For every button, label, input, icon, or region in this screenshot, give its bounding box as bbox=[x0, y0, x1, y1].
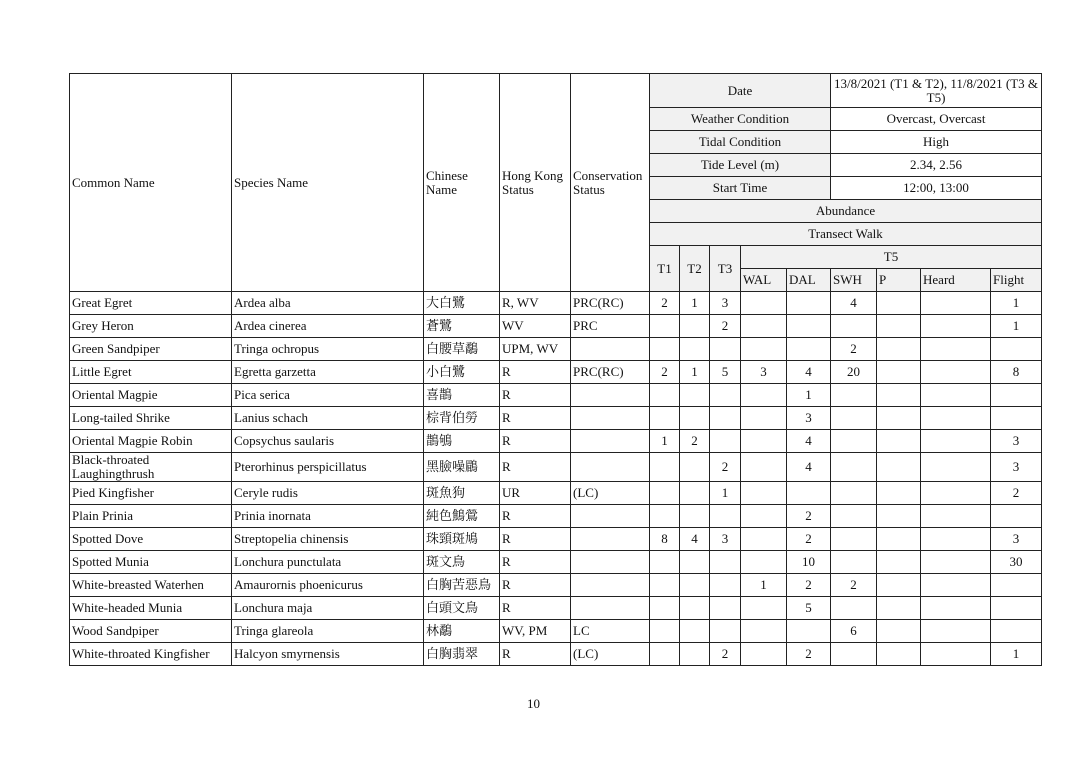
date-label: Date bbox=[650, 74, 831, 108]
conservation-status-cell bbox=[571, 453, 650, 482]
species-name-cell: Egretta garzetta bbox=[232, 361, 424, 384]
count-t3-cell bbox=[710, 338, 741, 361]
tidal-value: High bbox=[831, 131, 1042, 154]
hk-status-cell: R bbox=[500, 384, 571, 407]
count-t3-cell bbox=[710, 407, 741, 430]
count-swh-cell bbox=[831, 453, 877, 482]
count-flight-cell: 3 bbox=[991, 430, 1042, 453]
count-dal-cell: 2 bbox=[787, 574, 831, 597]
count-dal-cell: 2 bbox=[787, 643, 831, 666]
count-heard-cell bbox=[921, 528, 991, 551]
count-wal-cell bbox=[741, 315, 787, 338]
count-t1-cell bbox=[650, 620, 680, 643]
chinese-name-cell: 棕背伯勞 bbox=[424, 407, 500, 430]
common-name-cell: Wood Sandpiper bbox=[70, 620, 232, 643]
table-row bbox=[70, 292, 1042, 315]
weather-label: Weather Condition bbox=[650, 108, 831, 131]
chinese-name-cell: 斑文鳥 bbox=[424, 551, 500, 574]
common-name-cell: Green Sandpiper bbox=[70, 338, 232, 361]
chinese-name-cell: 喜鵲 bbox=[424, 384, 500, 407]
table-row bbox=[70, 482, 1042, 505]
common-name-cell: White-headed Munia bbox=[70, 597, 232, 620]
count-t2-cell bbox=[680, 315, 710, 338]
t5-sub-flight: Flight bbox=[991, 269, 1042, 292]
count-t3-cell bbox=[710, 574, 741, 597]
table-row bbox=[70, 551, 1042, 574]
species-name-cell: Lanius schach bbox=[232, 407, 424, 430]
species-name-cell: Halcyon smyrnensis bbox=[232, 643, 424, 666]
count-flight-cell: 3 bbox=[991, 453, 1042, 482]
bird-survey-table bbox=[69, 73, 1042, 666]
table-row bbox=[70, 574, 1042, 597]
table-row bbox=[70, 453, 1042, 482]
count-p-cell bbox=[877, 315, 921, 338]
count-t1-cell bbox=[650, 384, 680, 407]
count-t2-cell bbox=[680, 482, 710, 505]
count-flight-cell: 1 bbox=[991, 315, 1042, 338]
count-heard-cell bbox=[921, 597, 991, 620]
chinese-name-cell: 大白鷺 bbox=[424, 292, 500, 315]
count-t2-cell bbox=[680, 551, 710, 574]
count-t1-cell: 1 bbox=[650, 430, 680, 453]
count-heard-cell bbox=[921, 643, 991, 666]
count-t3-cell: 2 bbox=[710, 643, 741, 666]
count-dal-cell: 3 bbox=[787, 407, 831, 430]
table-row bbox=[70, 315, 1042, 338]
count-t3-cell bbox=[710, 551, 741, 574]
count-heard-cell bbox=[921, 315, 991, 338]
conservation-status-cell bbox=[571, 338, 650, 361]
date-value: 13/8/2021 (T1 & T2), 11/8/2021 (T3 & T5) bbox=[831, 74, 1042, 108]
count-flight-cell: 8 bbox=[991, 361, 1042, 384]
header-species-name: Species Name bbox=[232, 74, 424, 292]
count-swh-cell: 20 bbox=[831, 361, 877, 384]
count-swh-cell: 6 bbox=[831, 620, 877, 643]
start-time-value: 12:00, 13:00 bbox=[831, 177, 1042, 200]
count-p-cell bbox=[877, 430, 921, 453]
count-dal-cell: 1 bbox=[787, 384, 831, 407]
species-name-cell: Ardea alba bbox=[232, 292, 424, 315]
header-chinese-name: Chinese Name bbox=[424, 74, 500, 292]
count-wal-cell bbox=[741, 292, 787, 315]
count-p-cell bbox=[877, 292, 921, 315]
count-flight-cell bbox=[991, 407, 1042, 430]
header-hk-status: Hong Kong Status bbox=[500, 74, 571, 292]
count-swh-cell bbox=[831, 430, 877, 453]
count-dal-cell bbox=[787, 620, 831, 643]
hk-status-cell: WV, PM bbox=[500, 620, 571, 643]
chinese-name-cell: 白胸翡翠 bbox=[424, 643, 500, 666]
header-common-name: Common Name bbox=[70, 74, 232, 292]
count-t1-cell bbox=[650, 551, 680, 574]
count-dal-cell bbox=[787, 292, 831, 315]
count-heard-cell bbox=[921, 292, 991, 315]
count-dal-cell: 2 bbox=[787, 505, 831, 528]
count-t1-cell bbox=[650, 597, 680, 620]
species-name-cell: Streptopelia chinensis bbox=[232, 528, 424, 551]
count-t1-cell bbox=[650, 643, 680, 666]
conservation-status-cell bbox=[571, 430, 650, 453]
count-t1-cell bbox=[650, 338, 680, 361]
count-swh-cell: 2 bbox=[831, 574, 877, 597]
tidal-label: Tidal Condition bbox=[650, 131, 831, 154]
count-t3-cell: 1 bbox=[710, 482, 741, 505]
conservation-status-cell bbox=[571, 551, 650, 574]
count-t1-cell bbox=[650, 315, 680, 338]
count-wal-cell: 3 bbox=[741, 361, 787, 384]
hk-status-cell: R bbox=[500, 453, 571, 482]
count-t2-cell bbox=[680, 597, 710, 620]
count-flight-cell: 2 bbox=[991, 482, 1042, 505]
count-p-cell bbox=[877, 453, 921, 482]
count-t3-cell: 2 bbox=[710, 315, 741, 338]
t5-sub-wal: WAL bbox=[741, 269, 787, 292]
count-flight-cell bbox=[991, 597, 1042, 620]
conservation-status-cell bbox=[571, 597, 650, 620]
common-name-cell: Grey Heron bbox=[70, 315, 232, 338]
common-name-cell: Great Egret bbox=[70, 292, 232, 315]
count-p-cell bbox=[877, 574, 921, 597]
count-t1-cell bbox=[650, 407, 680, 430]
page-number: 10 bbox=[527, 696, 540, 711]
count-t2-cell bbox=[680, 505, 710, 528]
t5-sub-swh: SWH bbox=[831, 269, 877, 292]
count-p-cell bbox=[877, 338, 921, 361]
t5-sub-heard: Heard bbox=[921, 269, 991, 292]
hk-status-cell: R bbox=[500, 505, 571, 528]
hk-status-cell: R bbox=[500, 430, 571, 453]
count-t1-cell bbox=[650, 453, 680, 482]
species-name-cell: Ardea cinerea bbox=[232, 315, 424, 338]
common-name-cell: Pied Kingfisher bbox=[70, 482, 232, 505]
conservation-status-cell: PRC(RC) bbox=[571, 361, 650, 384]
count-heard-cell bbox=[921, 338, 991, 361]
count-flight-cell bbox=[991, 620, 1042, 643]
count-heard-cell bbox=[921, 430, 991, 453]
count-t2-cell bbox=[680, 407, 710, 430]
start-time-label: Start Time bbox=[650, 177, 831, 200]
count-wal-cell bbox=[741, 453, 787, 482]
common-name-cell: Oriental Magpie bbox=[70, 384, 232, 407]
count-t2-cell: 1 bbox=[680, 361, 710, 384]
count-p-cell bbox=[877, 407, 921, 430]
conservation-status-cell bbox=[571, 505, 650, 528]
count-wal-cell bbox=[741, 338, 787, 361]
hk-status-cell: R bbox=[500, 551, 571, 574]
hk-status-cell: R bbox=[500, 597, 571, 620]
count-heard-cell bbox=[921, 384, 991, 407]
count-swh-cell bbox=[831, 643, 877, 666]
count-flight-cell: 1 bbox=[991, 643, 1042, 666]
chinese-name-cell: 黑臉噪鶥 bbox=[424, 453, 500, 482]
chinese-name-cell: 珠頸斑鳩 bbox=[424, 528, 500, 551]
header-conservation-status: Conservation Status bbox=[571, 74, 650, 292]
count-heard-cell bbox=[921, 453, 991, 482]
count-t1-cell bbox=[650, 505, 680, 528]
hk-status-cell: R bbox=[500, 528, 571, 551]
count-flight-cell bbox=[991, 505, 1042, 528]
table-row bbox=[70, 361, 1042, 384]
count-wal-cell bbox=[741, 505, 787, 528]
count-dal-cell bbox=[787, 338, 831, 361]
count-wal-cell bbox=[741, 384, 787, 407]
count-dal-cell: 4 bbox=[787, 430, 831, 453]
species-name-cell: Copsychus saularis bbox=[232, 430, 424, 453]
conservation-status-cell bbox=[571, 384, 650, 407]
table-row bbox=[70, 505, 1042, 528]
table-row bbox=[70, 384, 1042, 407]
table-row bbox=[70, 643, 1042, 666]
count-t2-cell: 1 bbox=[680, 292, 710, 315]
table-row bbox=[70, 338, 1042, 361]
count-heard-cell bbox=[921, 620, 991, 643]
conservation-status-cell: PRC bbox=[571, 315, 650, 338]
count-heard-cell bbox=[921, 361, 991, 384]
species-name-cell: Pterorhinus perspicillatus bbox=[232, 453, 424, 482]
count-p-cell bbox=[877, 482, 921, 505]
count-t1-cell bbox=[650, 482, 680, 505]
abundance-header: Abundance bbox=[650, 200, 1042, 223]
count-wal-cell bbox=[741, 597, 787, 620]
t5-sub-dal: DAL bbox=[787, 269, 831, 292]
count-t1-cell: 2 bbox=[650, 361, 680, 384]
conservation-status-cell bbox=[571, 574, 650, 597]
common-name-cell: Long-tailed Shrike bbox=[70, 407, 232, 430]
count-swh-cell bbox=[831, 528, 877, 551]
count-t3-cell: 5 bbox=[710, 361, 741, 384]
common-name-cell: Spotted Dove bbox=[70, 528, 232, 551]
count-flight-cell bbox=[991, 338, 1042, 361]
species-name-cell: Tringa glareola bbox=[232, 620, 424, 643]
hk-status-cell: R bbox=[500, 361, 571, 384]
count-t1-cell: 8 bbox=[650, 528, 680, 551]
count-p-cell bbox=[877, 597, 921, 620]
count-wal-cell bbox=[741, 528, 787, 551]
common-name-cell: White-throated Kingfisher bbox=[70, 643, 232, 666]
species-name-cell: Amaurornis phoenicurus bbox=[232, 574, 424, 597]
conservation-status-cell: LC bbox=[571, 620, 650, 643]
count-p-cell bbox=[877, 620, 921, 643]
count-wal-cell bbox=[741, 482, 787, 505]
count-t2-cell bbox=[680, 620, 710, 643]
chinese-name-cell: 斑魚狗 bbox=[424, 482, 500, 505]
hk-status-cell: R bbox=[500, 407, 571, 430]
count-swh-cell: 2 bbox=[831, 338, 877, 361]
common-name-cell: White-breasted Waterhen bbox=[70, 574, 232, 597]
count-swh-cell bbox=[831, 597, 877, 620]
transect-t3: T3 bbox=[710, 246, 741, 292]
count-t3-cell bbox=[710, 430, 741, 453]
count-flight-cell bbox=[991, 384, 1042, 407]
count-dal-cell: 4 bbox=[787, 453, 831, 482]
count-t3-cell bbox=[710, 620, 741, 643]
count-wal-cell bbox=[741, 643, 787, 666]
transect-t2: T2 bbox=[680, 246, 710, 292]
chinese-name-cell: 純色鷦鶯 bbox=[424, 505, 500, 528]
transect-walk-header: Transect Walk bbox=[650, 223, 1042, 246]
count-t2-cell bbox=[680, 384, 710, 407]
hk-status-cell: R bbox=[500, 643, 571, 666]
table-row bbox=[70, 430, 1042, 453]
count-t1-cell bbox=[650, 574, 680, 597]
count-flight-cell: 1 bbox=[991, 292, 1042, 315]
count-t1-cell: 2 bbox=[650, 292, 680, 315]
weather-value: Overcast, Overcast bbox=[831, 108, 1042, 131]
common-name-cell: Black-throated Laughingthrush bbox=[70, 453, 232, 482]
hk-status-cell: R bbox=[500, 574, 571, 597]
count-swh-cell: 4 bbox=[831, 292, 877, 315]
table-row bbox=[70, 407, 1042, 430]
count-p-cell bbox=[877, 551, 921, 574]
table-row bbox=[70, 528, 1042, 551]
count-wal-cell: 1 bbox=[741, 574, 787, 597]
count-wal-cell bbox=[741, 430, 787, 453]
tide-level-value: 2.34, 2.56 bbox=[831, 154, 1042, 177]
count-p-cell bbox=[877, 361, 921, 384]
tide-level-label: Tide Level (m) bbox=[650, 154, 831, 177]
count-p-cell bbox=[877, 643, 921, 666]
transect-t5: T5 bbox=[741, 246, 1042, 269]
count-heard-cell bbox=[921, 551, 991, 574]
count-dal-cell: 4 bbox=[787, 361, 831, 384]
common-name-cell: Spotted Munia bbox=[70, 551, 232, 574]
conservation-status-cell bbox=[571, 407, 650, 430]
species-name-cell: Ceryle rudis bbox=[232, 482, 424, 505]
count-dal-cell: 10 bbox=[787, 551, 831, 574]
count-heard-cell bbox=[921, 407, 991, 430]
species-name-cell: Lonchura punctulata bbox=[232, 551, 424, 574]
count-heard-cell bbox=[921, 505, 991, 528]
count-t2-cell bbox=[680, 643, 710, 666]
count-t2-cell: 4 bbox=[680, 528, 710, 551]
count-p-cell bbox=[877, 505, 921, 528]
count-t3-cell bbox=[710, 597, 741, 620]
common-name-cell: Little Egret bbox=[70, 361, 232, 384]
count-t2-cell: 2 bbox=[680, 430, 710, 453]
count-p-cell bbox=[877, 528, 921, 551]
count-t3-cell: 3 bbox=[710, 292, 741, 315]
common-name-cell: Oriental Magpie Robin bbox=[70, 430, 232, 453]
count-swh-cell bbox=[831, 315, 877, 338]
chinese-name-cell: 蒼鷺 bbox=[424, 315, 500, 338]
count-swh-cell bbox=[831, 384, 877, 407]
count-t2-cell bbox=[680, 574, 710, 597]
count-t3-cell bbox=[710, 384, 741, 407]
chinese-name-cell: 白胸苦惡鳥 bbox=[424, 574, 500, 597]
transect-t1: T1 bbox=[650, 246, 680, 292]
count-wal-cell bbox=[741, 407, 787, 430]
chinese-name-cell: 林鷸 bbox=[424, 620, 500, 643]
conservation-status-cell bbox=[571, 528, 650, 551]
chinese-name-cell: 小白鷺 bbox=[424, 361, 500, 384]
chinese-name-cell: 白腰草鷸 bbox=[424, 338, 500, 361]
species-name-cell: Lonchura maja bbox=[232, 597, 424, 620]
chinese-name-cell: 鵲鴝 bbox=[424, 430, 500, 453]
hk-status-cell: R, WV bbox=[500, 292, 571, 315]
count-flight-cell bbox=[991, 574, 1042, 597]
count-flight-cell: 3 bbox=[991, 528, 1042, 551]
count-t2-cell bbox=[680, 338, 710, 361]
table-row bbox=[70, 620, 1042, 643]
count-wal-cell bbox=[741, 551, 787, 574]
species-name-cell: Pica serica bbox=[232, 384, 424, 407]
count-swh-cell bbox=[831, 505, 877, 528]
count-heard-cell bbox=[921, 574, 991, 597]
count-dal-cell bbox=[787, 315, 831, 338]
count-swh-cell bbox=[831, 482, 877, 505]
count-t3-cell bbox=[710, 505, 741, 528]
t5-sub-p: P bbox=[877, 269, 921, 292]
count-dal-cell bbox=[787, 482, 831, 505]
count-t3-cell: 3 bbox=[710, 528, 741, 551]
count-swh-cell bbox=[831, 407, 877, 430]
conservation-status-cell: (LC) bbox=[571, 643, 650, 666]
species-name-cell: Prinia inornata bbox=[232, 505, 424, 528]
conservation-status-cell: PRC(RC) bbox=[571, 292, 650, 315]
hk-status-cell: UR bbox=[500, 482, 571, 505]
count-t3-cell: 2 bbox=[710, 453, 741, 482]
count-p-cell bbox=[877, 384, 921, 407]
hk-status-cell: WV bbox=[500, 315, 571, 338]
common-name-cell: Plain Prinia bbox=[70, 505, 232, 528]
count-dal-cell: 5 bbox=[787, 597, 831, 620]
species-name-cell: Tringa ochropus bbox=[232, 338, 424, 361]
count-dal-cell: 2 bbox=[787, 528, 831, 551]
hk-status-cell: UPM, WV bbox=[500, 338, 571, 361]
count-flight-cell: 30 bbox=[991, 551, 1042, 574]
count-t2-cell bbox=[680, 453, 710, 482]
chinese-name-cell: 白頭文鳥 bbox=[424, 597, 500, 620]
table-row bbox=[70, 597, 1042, 620]
conservation-status-cell: (LC) bbox=[571, 482, 650, 505]
count-swh-cell bbox=[831, 551, 877, 574]
count-heard-cell bbox=[921, 482, 991, 505]
count-wal-cell bbox=[741, 620, 787, 643]
